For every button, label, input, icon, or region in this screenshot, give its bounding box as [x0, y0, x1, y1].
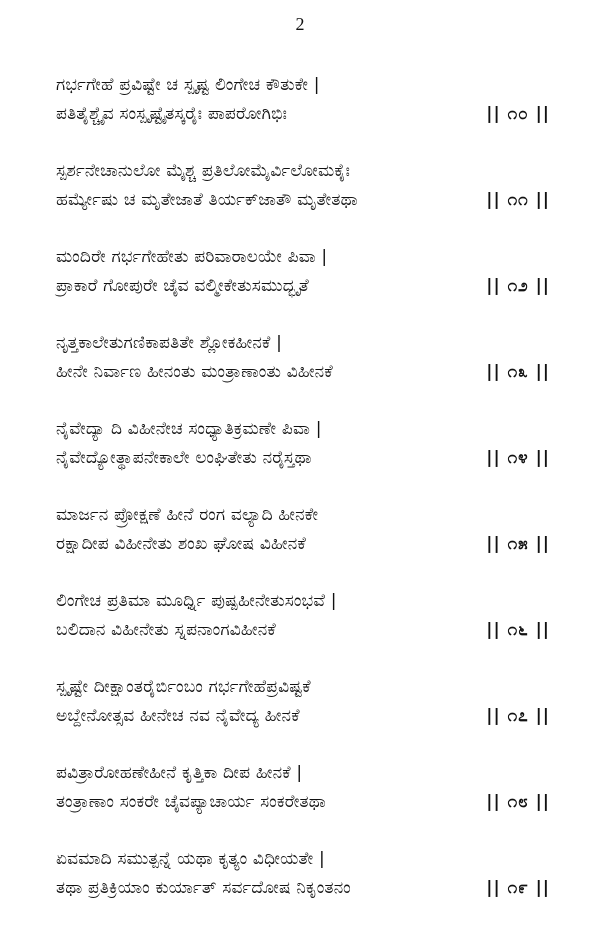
- verse-number: || ೧೫ ||: [486, 534, 550, 554]
- verse-line-1: ಸ್ಪರ್ಶನೇಚಾನುಲೋ ಮೈಶ್ಚ ಪ್ರತಿಲೋಮೈರ್ವಿಲೋಮಕೈಃ: [56, 161, 351, 181]
- verse-number: || ೧೧ ||: [486, 190, 550, 210]
- verse-number: || ೧೨ ||: [486, 276, 550, 296]
- verse-number: || ೧೮ ||: [486, 792, 550, 812]
- verse-number: || ೧೦ ||: [486, 104, 550, 124]
- verse-19: [56, 836, 556, 922]
- verse-line-1: ಏವಮಾದಿ ಸಮುತ್ಪನ್ನೆ ಯಥಾ ಕೃತ್ಯಂ ವಿಧೀಯತೇ |: [56, 849, 325, 869]
- verse-13: [56, 320, 556, 406]
- verse-number: || ೧೯ ||: [486, 878, 550, 898]
- verse-line-1: ಗರ್ಭಗೇಹೆ ಪ್ರವಿಷ್ಟೇ ಚ ಸ್ಪೃಷ್ಟ ಲಿಂಗೇಚ ಕೌತುಕೇ |: [56, 75, 320, 95]
- verse-line-2: ಹೀನೇ ನಿರ್ವಾಣ ಹೀನಂತು ಮಂತ್ರಾಣಾಂತು ವಿಹೀನಕೆ: [56, 362, 333, 382]
- verse-line-2: ತಂತ್ರಾಣಾಂ ಸಂಕರೇ ಚೈವಪ್ಯಾಚಾರ್ಯ ಸಂಕರೇತಥಾ: [56, 792, 326, 812]
- verse-line-1: ಮಂದಿರೇ ಗರ್ಭಗೇಹೇತು ಪರಿವಾರಾಲಯೇ ಪಿವಾ |: [56, 247, 328, 267]
- verse-17: [56, 664, 556, 750]
- verse-line-1: ಸ್ಪೃಷ್ಟೇ ದೀಕ್ಷಾಂತರೈರ್ಬಿಂಬಂ ಗರ್ಭಗೇಹೆಪ್ರವಿಷ್ಟಕೆ: [56, 677, 311, 697]
- verse-line-1: ಲಿಂಗೇಚ ಪ್ರತಿಮಾ ಮೂರ್ಧ್ನಿ ಪುಷ್ಪಹೀನೇತುಸಂಭವೆ |: [56, 591, 337, 611]
- verse-11: [56, 148, 556, 234]
- page-number: 2: [295, 14, 305, 34]
- verse-number: || ೧೪ ||: [486, 448, 550, 468]
- verse-line-1: ನೃತ್ತಕಾಲೇತುಗಣಿಕಾಪತಿತೇ ಶ್ಲೋಕಹೀನಕೆ |: [56, 333, 283, 353]
- verse-line-2: ಪ್ರಾಕಾರೆ ಗೋಪುರೇ ಚೈವ ವಲ್ಮೀಕೇತುಸಮುದ್ಭೃತೆ: [56, 276, 309, 296]
- verse-number: || ೧೬ ||: [486, 620, 550, 640]
- verse-line-1: ಮಾರ್ಜನ ಪ್ರೋಕ್ಷಣೆ ಹೀನೆ ರಂಗ ವಲ್ಯಾದಿ ಹೀನಕೇ: [56, 505, 319, 525]
- verse-number: || ೧೭ ||: [486, 706, 550, 726]
- verse-number: || ೧೩ ||: [486, 362, 550, 382]
- verse-line-1: ಪವಿತ್ರಾರೋಹಣೇಹೀನೆ ಕೃತ್ತಿಕಾ ದೀಪ ಹೀನಕೆ |: [56, 763, 303, 783]
- verse-line-1: ನೈವೇದ್ಯಾ ದಿ ವಿಹೀನೇಚ ಸಂಧ್ಯಾತಿಕ್ರಮಣೇ ಪಿವಾ |: [56, 419, 322, 439]
- verse-line-2: ಪತಿತೈಶ್ಚೈವ ಸಂಸ್ಪೃಷ್ಟೈತಸ್ಕರೈಃ ಪಾಪರೋಗಿಭಿಃ: [56, 104, 288, 124]
- verse-line-2: ನೈವೇದ್ಯೋತ್ಥಾಪನೇಕಾಲೇ ಲಂಘಿತೇತು ನರೈಸ್ತಥಾ: [56, 448, 312, 468]
- verse-line-2: ರಕ್ಷಾದೀಪ ವಿಹೀನೇತು ಶಂಖ ಘೋಷ ವಿಹೀನಕೆ: [56, 534, 306, 554]
- verse-list: [56, 62, 556, 922]
- verse-16: [56, 578, 556, 664]
- verse-line-2: ಹರ್ಮ್ಯೇಷು ಚ ಮೃತೇಜಾತೆ ತಿರ್ಯಕ್‌ಜಾತೌ ಮೃತೇತಥಾ: [56, 190, 358, 210]
- verse-10: [56, 62, 556, 148]
- verse-line-2: ಅಬ್ದೇನೋತ್ಸವ ಹೀನೇಚ ನವ ನೈವೇದ್ಯ ಹೀನಕೆ: [56, 706, 300, 726]
- verse-line-2: ತಥಾ ಪ್ರತಿಕ್ರಿಯಾಂ ಕುರ್ಯಾತ್ ಸರ್ವದೋಷ ನಿಕೃಂತನಂ: [56, 878, 351, 898]
- verse-15: [56, 492, 556, 578]
- verse-12: [56, 234, 556, 320]
- verse-line-2: ಬಲಿದಾನ ವಿಹೀನೇತು ಸ್ನಪನಾಂಗವಿಹೀನಕೆ: [56, 620, 276, 640]
- verse-14: [56, 406, 556, 492]
- verse-18: [56, 750, 556, 836]
